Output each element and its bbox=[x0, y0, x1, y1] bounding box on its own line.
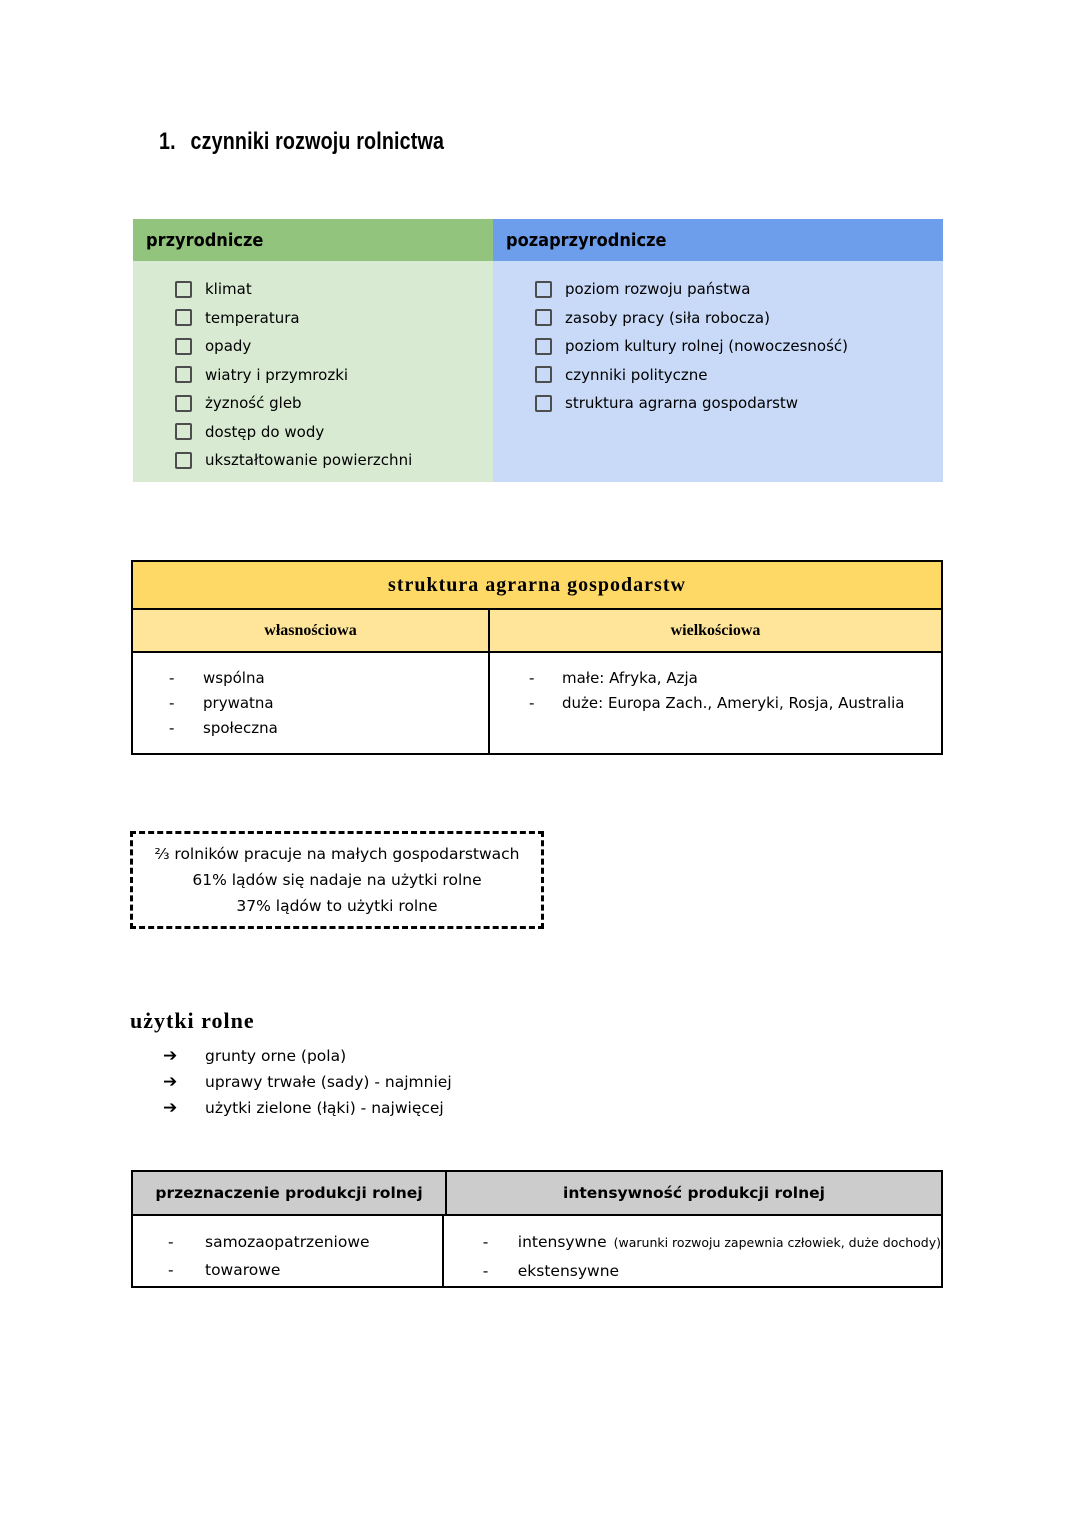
list-item-label: uprawy trwałe (sady) - najmniej bbox=[205, 1073, 452, 1091]
title-text: czynniki rozwoju rolnictwa bbox=[190, 128, 445, 155]
production-header-row bbox=[133, 1172, 941, 1216]
production-header-purpose: przeznaczenie produkcji rolnej bbox=[133, 1172, 447, 1214]
list-item-label: samozaopatrzeniowe bbox=[205, 1233, 370, 1251]
list-item-label: towarowe bbox=[205, 1261, 281, 1279]
checkbox-label: temperatura bbox=[205, 308, 300, 327]
list-item bbox=[130, 1043, 452, 1069]
list-item bbox=[490, 666, 941, 691]
land-use-heading: użytki rolne bbox=[130, 1008, 255, 1033]
list-item bbox=[130, 1069, 452, 1095]
land-use-list bbox=[130, 1043, 452, 1121]
factors-header-nonnatural bbox=[493, 219, 943, 261]
list-item bbox=[133, 1256, 442, 1284]
production-header-intensity: intensywność produkcji rolnej bbox=[563, 1184, 825, 1202]
checkbox-label: opady bbox=[205, 337, 252, 356]
checkbox-label: żyzność gleb bbox=[205, 394, 302, 413]
checkbox-icon[interactable] bbox=[175, 423, 192, 440]
list-item-note: (warunki rozwoju zapewnia człowiek, duże dochody) bbox=[613, 1235, 941, 1250]
list-item-label: intensywne bbox=[517, 1233, 607, 1251]
dash-bullet: - bbox=[169, 719, 175, 737]
factors-table bbox=[133, 219, 943, 482]
list-item-label: użytki zielone (łąki) - najwięcej bbox=[205, 1099, 444, 1117]
checkbox-icon[interactable] bbox=[535, 366, 552, 383]
production-cell-intensity bbox=[444, 1216, 941, 1286]
stats-line: ⅔ rolników pracuje na małych gospodarstwach bbox=[154, 845, 520, 863]
stats-box bbox=[130, 831, 544, 929]
checkbox-item[interactable] bbox=[133, 389, 493, 418]
checkbox-icon[interactable] bbox=[535, 309, 552, 326]
agrarian-subheader-row bbox=[133, 610, 941, 653]
arrow-icon: ➔ bbox=[163, 1046, 178, 1066]
dash-bullet: - bbox=[169, 669, 175, 687]
production-body-row bbox=[133, 1216, 941, 1286]
checkbox-label: ukształtowanie powierzchni bbox=[205, 451, 413, 470]
checkbox-item[interactable] bbox=[133, 275, 493, 304]
land-use-section bbox=[130, 1008, 452, 1121]
checkbox-item[interactable] bbox=[133, 418, 493, 447]
checkbox-icon[interactable] bbox=[175, 452, 192, 469]
checkbox-icon[interactable] bbox=[175, 338, 192, 355]
checkbox-label: poziom kultury rolnej (nowoczesność) bbox=[565, 337, 848, 356]
checkbox-label: zasoby pracy (siła robocza) bbox=[565, 308, 770, 327]
agrarian-table-title: struktura agrarna gospodarstw bbox=[133, 562, 941, 610]
page-title bbox=[159, 128, 444, 156]
checkbox-item[interactable] bbox=[493, 361, 943, 390]
checkbox-icon[interactable] bbox=[535, 338, 552, 355]
checkbox-label: poziom rozwoju państwa bbox=[565, 280, 751, 299]
dash-bullet: - bbox=[168, 1233, 174, 1251]
dash-bullet: - bbox=[169, 694, 175, 712]
list-item bbox=[444, 1257, 941, 1285]
list-item-label: prywatna bbox=[203, 694, 274, 712]
checkbox-label: dostęp do wody bbox=[205, 422, 325, 441]
factors-body-natural bbox=[133, 261, 493, 482]
checkbox-item[interactable] bbox=[493, 275, 943, 304]
factors-body-nonnatural bbox=[493, 261, 943, 482]
checkbox-item[interactable] bbox=[133, 332, 493, 361]
dash-bullet: - bbox=[529, 669, 535, 687]
dash-bullet: - bbox=[482, 1262, 489, 1280]
list-item bbox=[490, 691, 941, 716]
factors-header-natural bbox=[133, 219, 493, 261]
checkbox-item[interactable] bbox=[133, 361, 493, 390]
factors-column-nonnatural bbox=[493, 219, 943, 482]
checkbox-item[interactable] bbox=[493, 304, 943, 333]
checkbox-icon[interactable] bbox=[175, 281, 192, 298]
list-item-label: duże: Europa Zach., Ameryki, Rosja, Australia bbox=[562, 694, 905, 712]
dash-bullet: - bbox=[168, 1261, 174, 1279]
checkbox-label: czynniki polityczne bbox=[565, 365, 708, 384]
checkbox-item[interactable] bbox=[133, 304, 493, 333]
dash-bullet: - bbox=[529, 694, 535, 712]
factors-header-nonnatural-label: pozaprzyrodnicze bbox=[506, 229, 667, 251]
agrarian-subheader-ownership: własnościowa bbox=[133, 610, 490, 651]
list-item bbox=[133, 691, 488, 716]
production-cell-purpose bbox=[133, 1216, 444, 1286]
checkbox-label: klimat bbox=[205, 280, 252, 299]
factors-header-natural-label: przyrodnicze bbox=[146, 229, 264, 251]
checkbox-icon[interactable] bbox=[175, 366, 192, 383]
factors-column-natural bbox=[133, 219, 493, 482]
agrarian-structure-table bbox=[131, 560, 943, 755]
checkbox-item[interactable] bbox=[493, 389, 943, 418]
checkbox-icon[interactable] bbox=[535, 395, 552, 412]
checkbox-item[interactable] bbox=[493, 332, 943, 361]
list-item-label: grunty orne (pola) bbox=[205, 1047, 347, 1065]
checkbox-icon[interactable] bbox=[175, 309, 192, 326]
agrarian-body-row bbox=[133, 653, 941, 753]
list-item bbox=[444, 1228, 941, 1257]
checkbox-label: wiatry i przymrozki bbox=[205, 365, 349, 384]
list-item-label: społeczna bbox=[203, 719, 278, 737]
dash-bullet: - bbox=[482, 1233, 489, 1251]
list-item-label: ekstensywne bbox=[517, 1262, 620, 1280]
stats-line: 61% lądów się nadaje na użytki rolne bbox=[192, 871, 482, 889]
stats-line: 37% lądów to użytki rolne bbox=[236, 897, 438, 915]
checkbox-item[interactable] bbox=[133, 446, 493, 475]
list-item bbox=[133, 666, 488, 691]
arrow-icon: ➔ bbox=[163, 1098, 178, 1118]
title-number: 1. bbox=[159, 128, 176, 155]
production-table bbox=[131, 1170, 943, 1288]
agrarian-cell-size bbox=[490, 653, 941, 753]
list-item-label: małe: Afryka, Azja bbox=[562, 669, 698, 687]
list-item-label: wspólna bbox=[203, 669, 265, 687]
list-item bbox=[133, 716, 488, 741]
arrow-icon: ➔ bbox=[163, 1072, 178, 1092]
list-item bbox=[130, 1095, 452, 1121]
agrarian-subheader-size: wielkościowa bbox=[670, 621, 761, 639]
list-item bbox=[133, 1228, 442, 1256]
checkbox-icon[interactable] bbox=[175, 395, 192, 412]
checkbox-label: struktura agrarna gospodarstw bbox=[565, 394, 799, 413]
agrarian-cell-ownership bbox=[133, 653, 490, 753]
checkbox-icon[interactable] bbox=[535, 281, 552, 298]
